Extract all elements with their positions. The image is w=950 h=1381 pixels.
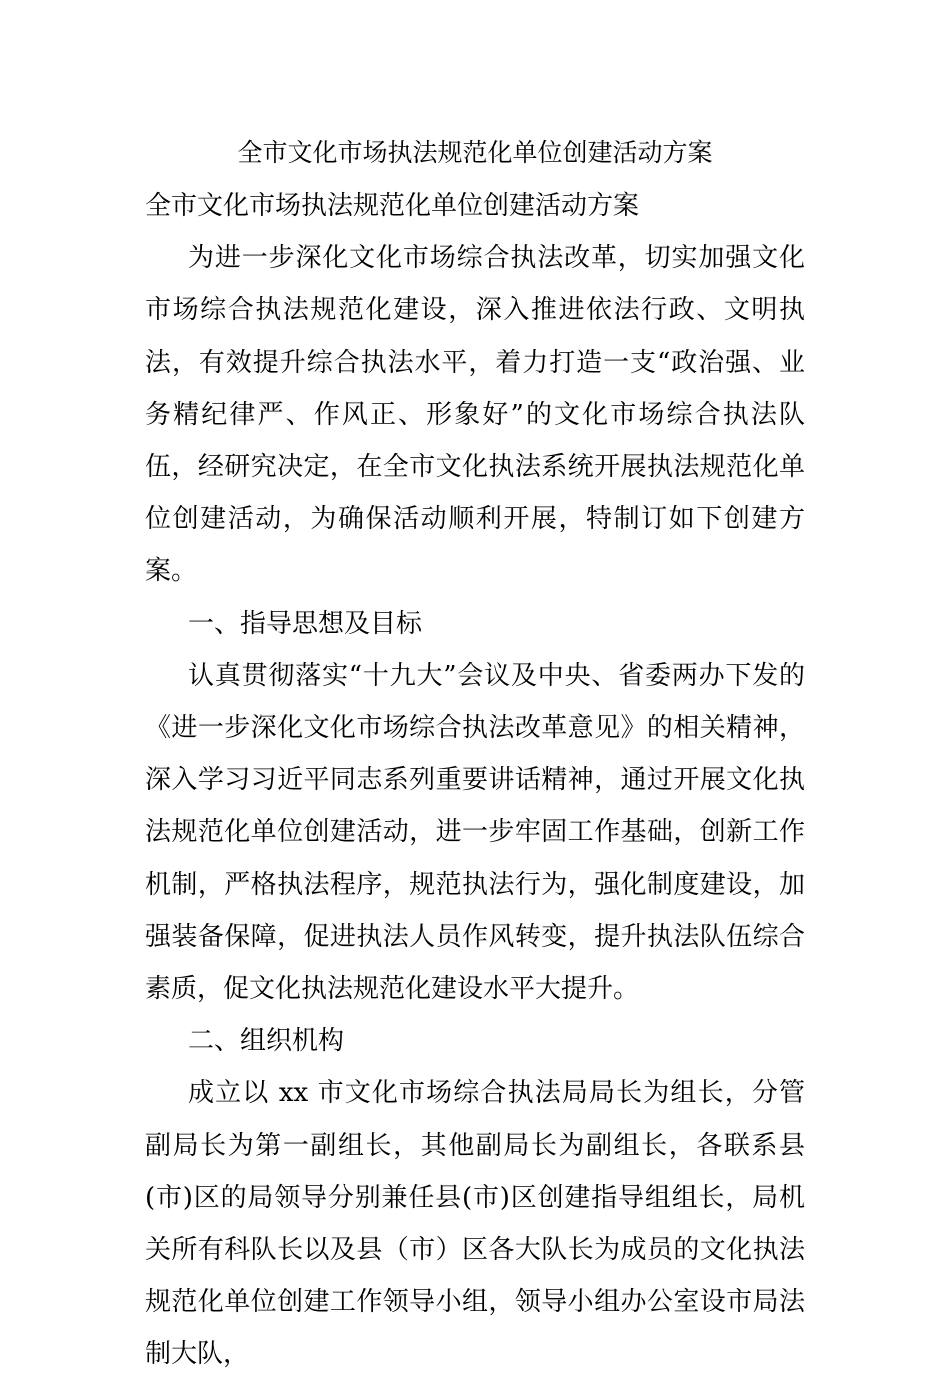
section-heading-guiding-ideas: 一、指导思想及目标 xyxy=(188,608,423,639)
document-body xyxy=(145,180,805,1381)
guiding-ideas-paragraph: 认真贯彻落实“十九大”会议及中央、省委两办下发的《进一步深化文化市场综合执法改革意见》的相关精神，深入学习习近平同志系列重要讲话精神，通过开展文化执法规范化单位创建活动，进一步牢固工作基础，创新工作机制，严格执法程序，规范执法行为，强化制度建设，加强装备保障，促进执法人员作风转变，提升执法队伍综合素质，促文化执法规范化建设水平大提升。 xyxy=(145,660,805,1005)
document-title: 全市文化市场执法规范化单位创建活动方案 xyxy=(237,138,713,167)
organization-paragraph: 成立以 xx 市文化市场综合执法局局长为组长，分管副局长为第一副组长，其他副局长为副组长，各联系县(市)区的局领导分别兼任县(市)区创建指导组组长，局机关所有科队长以及县（市）区各大队长为成员的文化执法规范化单位创建工作领导小组，领导小组办公室设市局法制大队， xyxy=(145,1078,805,1370)
document-subtitle: 全市文化市场执法规范化单位创建活动方案 xyxy=(145,191,640,221)
section-heading-organization: 二、组织机构 xyxy=(188,1026,345,1057)
intro-paragraph: 为进一步深化文化市场综合执法改革，切实加强文化市场综合执法规范化建设，深入推进依法行政、文明执法，有效提升综合执法水平，着力打造一支“政治强、业务精纪律严、作风正、形象好”的文化市场综合执法队伍，经研究决定，在全市文化执法系统开展执法规范化单位创建活动，为确保活动顺利开展，特制订如下创建方案。 xyxy=(145,243,805,587)
